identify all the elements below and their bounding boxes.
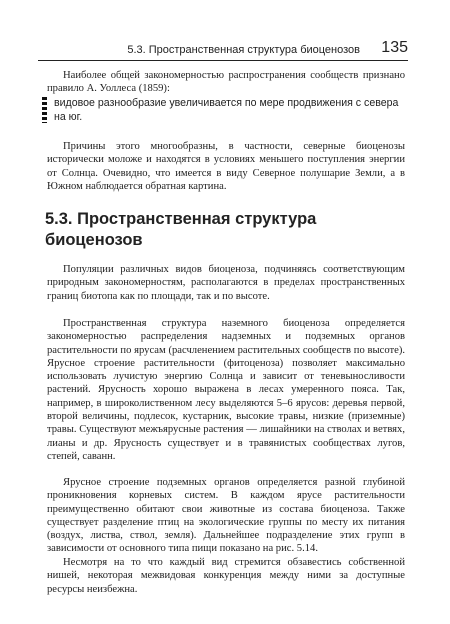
paragraph-spatial-structure: Пространственная структура наземного биоценоза определяется закономерностью распределения надземных и подземных органов растительности по ярусам (расчленением растительных сообществ по высоте). Ярусное строение растительности (фитоценоза) позволяет максимально использовать лучистую энергию Солнца и зависит от теневыносливости растений. Ярусность хорошо выражена в лесах умеренного пояса. Так, например, в широколиственном лесу выделяются 5–6 ярусов: деревья первой, второй величины, подлесок, кустарник, высокие травы, низкие (приземные) травы. Существуют межъярусные растения — лишайники на стволах и ветвях, лианы и др. Ярусность существует и в травянистых сообществах лугов, степей, саванн.	[47, 318, 405, 462]
running-head: 5.3. Пространственная структура биоценозов	[127, 44, 360, 56]
intro-paragraph: Наиболее общей закономерностью распространения сообществ признано правило А. Уоллеса (1859):	[47, 70, 405, 95]
rule-callout	[42, 97, 405, 125]
section-heading: 5.3. Пространственная структура биоценозов	[45, 210, 317, 249]
page-number: 135	[381, 39, 408, 56]
page-header	[38, 38, 408, 61]
rule-marker-bar	[42, 97, 47, 123]
paragraph-underground-layers: Ярусное строение подземных органов определяется разной глубиной проникновения корневых систем. В каждом ярусе растительности преимущественно обитают свои животные из состава биоценоза. Также существует разделение птиц на экологические группы по месту их питания (воздух, листва, ствол, земля). Дальнейшее подразделение этих групп в зависимости от основного типа пищи показано на рис. 5.14.	[47, 477, 405, 555]
paragraph-competition: Несмотря на то что каждый вид стремится обзавестись собственной нишей, некоторая межвидовая конкуренция между ними за доступные ресурсы неизбежна.	[47, 557, 405, 595]
wallace-rule-text: видовое разнообразие увеличивается по мере продвижения с севера на юг.	[54, 97, 399, 123]
causes-paragraph: Причины этого многообразны, в частности, северные биоценозы исторически моложе и находятся в условиях меньшего поступления энергии от Солнца. Очевидно, что имеется в виду Северное полушарие Земли, а в Южном наблюдается обратная картина.	[47, 141, 405, 192]
paragraph-populations: Популяции различных видов биоценоза, подчиняясь соответствующим природным закономерностям, располагаются в пределах пространственных границ биотопа как по площади, так и по высоте.	[47, 264, 405, 302]
